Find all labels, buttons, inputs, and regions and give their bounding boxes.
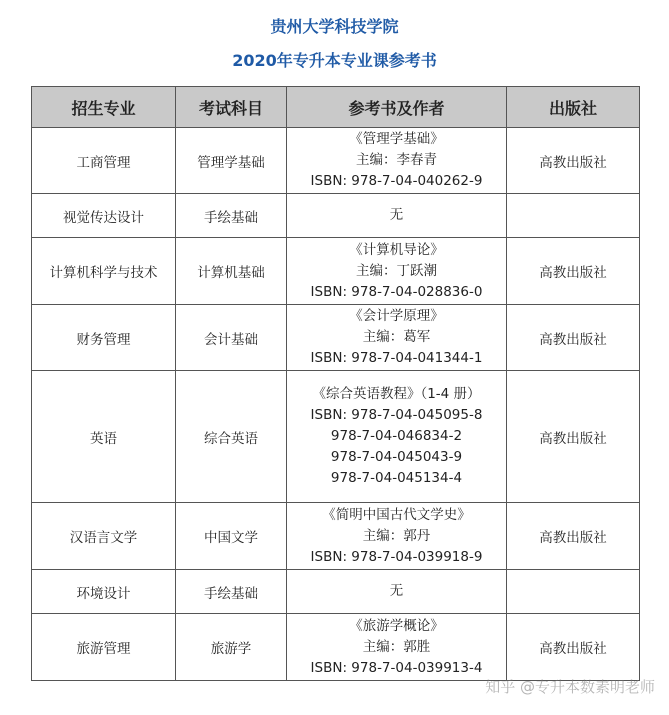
school-title: 贵州大学科技学院 xyxy=(270,17,399,36)
major-cell: 工商管理 xyxy=(32,128,176,194)
reference-book-table xyxy=(31,86,640,681)
book-line: 《综合英语教程》（1-4 册） xyxy=(312,386,481,402)
header-subject: 考试科目 xyxy=(176,87,287,128)
subject-cell: 中国文学 xyxy=(176,503,287,570)
subject-cell: 综合英语 xyxy=(176,371,287,503)
document-title: 2020年专升本专业课参考书 xyxy=(232,51,437,70)
book-line: 《会计学原理》 xyxy=(349,308,444,324)
book-line: ISBN: 978-7-04-041344-1 xyxy=(310,350,483,366)
table-row xyxy=(32,128,640,194)
book-line: 主编：郭丹 xyxy=(362,527,431,544)
subject-cell: 手绘基础 xyxy=(176,194,287,238)
publisher-cell: 高教出版社 xyxy=(507,128,640,194)
book-line: 《简明中国古代文学史》 xyxy=(322,506,471,523)
major-cell: 环境设计 xyxy=(32,570,176,614)
book-cell xyxy=(287,570,507,614)
publisher-cell xyxy=(507,194,640,238)
book-line: 《旅游学概论》 xyxy=(349,617,444,634)
book-line: 无 xyxy=(389,207,404,223)
book-line: 主编：丁跃潮 xyxy=(356,262,437,279)
watermark: 知乎 @专升本数素明老师 xyxy=(485,678,655,696)
book-line: 无 xyxy=(389,583,404,599)
publisher-cell: 高教出版社 xyxy=(507,503,640,570)
publisher-cell xyxy=(507,570,640,614)
book-cell xyxy=(287,503,507,570)
header-publisher: 出版社 xyxy=(507,87,640,128)
subject-cell: 旅游学 xyxy=(176,614,287,681)
table-row xyxy=(32,371,640,503)
book-line: 《管理学基础》 xyxy=(349,131,444,147)
book-line: ISBN: 978-7-04-045095-8 xyxy=(310,407,483,423)
table-row xyxy=(32,503,640,570)
subject-cell: 会计基础 xyxy=(176,305,287,371)
major-cell: 计算机科学与技术 xyxy=(32,238,176,305)
major-cell: 汉语言文学 xyxy=(32,503,176,570)
major-cell: 旅游管理 xyxy=(32,614,176,681)
header-major: 招生专业 xyxy=(32,87,176,128)
book-cell xyxy=(287,614,507,681)
book-line: 主编：葛军 xyxy=(362,329,431,345)
table-header-row xyxy=(32,87,640,128)
table-row xyxy=(32,614,640,681)
table-row xyxy=(32,570,640,614)
book-line: ISBN: 978-7-04-040262-9 xyxy=(310,173,483,189)
book-line: 主编：郭胜 xyxy=(362,638,431,655)
major-cell: 英语 xyxy=(32,371,176,503)
book-line: ISBN: 978-7-04-028836-0 xyxy=(310,283,483,300)
book-cell xyxy=(287,238,507,305)
subject-cell: 计算机基础 xyxy=(176,238,287,305)
table-row xyxy=(32,305,640,371)
book-line: 978-7-04-045043-9 xyxy=(330,449,463,465)
book-cell xyxy=(287,305,507,371)
publisher-cell: 高教出版社 xyxy=(507,238,640,305)
book-cell xyxy=(287,371,507,503)
subject-cell: 手绘基础 xyxy=(176,570,287,614)
subject-cell: 管理学基础 xyxy=(176,128,287,194)
book-line: 主编：李春青 xyxy=(356,152,437,168)
book-line: 978-7-04-045134-4 xyxy=(330,470,463,486)
header-book: 参考书及作者 xyxy=(287,87,507,128)
book-line: ISBN: 978-7-04-039918-9 xyxy=(310,548,483,565)
publisher-cell: 高教出版社 xyxy=(507,371,640,503)
publisher-cell: 高教出版社 xyxy=(507,305,640,371)
major-cell: 财务管理 xyxy=(32,305,176,371)
book-cell xyxy=(287,128,507,194)
publisher-cell: 高教出版社 xyxy=(507,614,640,681)
major-cell: 视觉传达设计 xyxy=(32,194,176,238)
book-cell xyxy=(287,194,507,238)
table-row xyxy=(32,194,640,238)
table-row xyxy=(32,238,640,305)
book-line: 《计算机导论》 xyxy=(349,241,444,258)
book-line: 978-7-04-046834-2 xyxy=(330,428,463,444)
book-line: ISBN: 978-7-04-039913-4 xyxy=(310,659,483,676)
